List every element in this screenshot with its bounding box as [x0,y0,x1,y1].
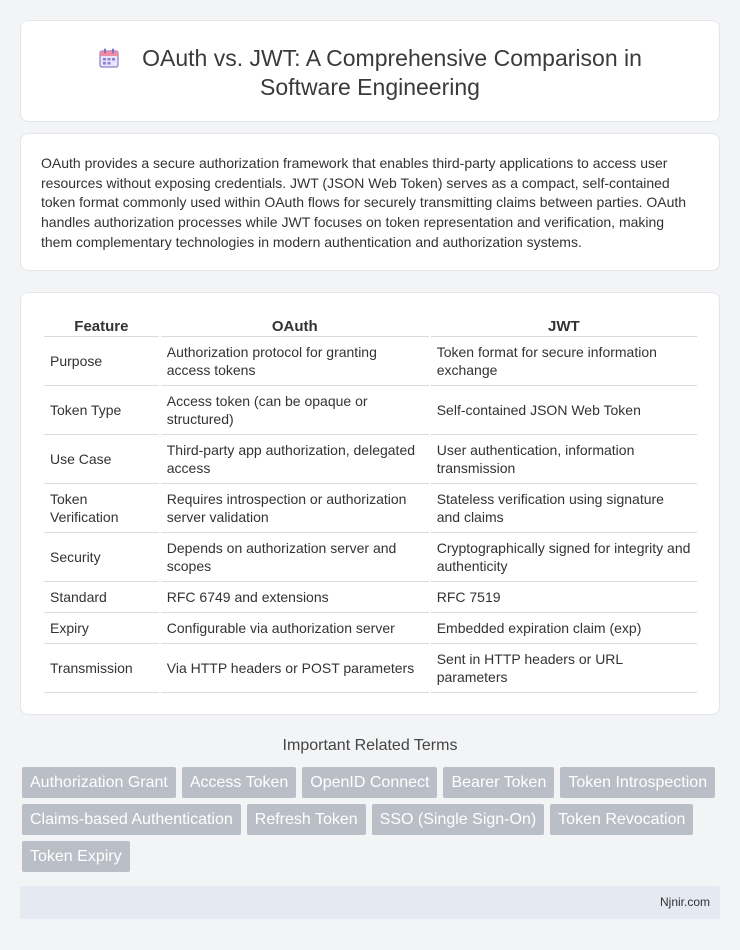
intro-card [20,133,720,271]
header-jwt: JWT [431,315,697,337]
tag-sso[interactable]: SSO (Single Sign-On) [372,804,545,835]
tag-row [22,841,722,872]
table-row [44,435,697,484]
tag-authorization-grant[interactable]: Authorization Grant [22,767,176,798]
table-row [44,582,697,613]
footer-site-link[interactable]: Njnir.com [659,895,710,909]
table-row [44,533,697,582]
feature-cell: Security [44,533,159,582]
title-card [20,20,720,122]
feature-cell: Token Type [44,386,159,435]
table-row [44,644,697,693]
tag-bearer-token[interactable]: Bearer Token [443,767,554,798]
jwt-cell: Cryptographically signed for integrity and authenticity [431,533,697,582]
related-terms-heading: Important Related Terms [282,737,458,754]
oauth-cell: Third-party app authorization, delegated access [161,435,429,484]
jwt-cell: Self-contained JSON Web Token [431,386,697,435]
table-row [44,613,697,644]
jwt-cell: User authentication, information transmission [431,435,697,484]
comparison-table-card [20,292,720,715]
oauth-cell: Requires introspection or authorization server validation [161,484,429,533]
jwt-cell: Token format for secure information exchange [431,337,697,386]
feature-cell: Use Case [44,435,159,484]
jwt-cell: Stateless verification using signature and claims [431,484,697,533]
related-terms-tags [22,767,722,878]
feature-cell: Standard [44,582,159,613]
tag-row [22,804,722,835]
tag-token-revocation[interactable]: Token Revocation [550,804,693,835]
jwt-cell: Sent in HTTP headers or URL parameters [431,644,697,693]
feature-cell: Token Verification [44,484,159,533]
comparison-table [42,315,699,693]
jwt-cell: Embedded expiration claim (exp) [431,613,697,644]
oauth-cell: Configurable via authorization server [161,613,429,644]
page-title-wrap [21,44,719,102]
tag-refresh-token[interactable]: Refresh Token [247,804,366,835]
tag-access-token[interactable]: Access Token [182,767,296,798]
tag-claims-based-authentication[interactable]: Claims-based Authentication [22,804,241,835]
header-feature: Feature [44,315,159,337]
tag-token-expiry[interactable]: Token Expiry [22,841,130,872]
footer [20,886,720,919]
jwt-cell: RFC 7519 [431,582,697,613]
oauth-cell: Depends on authorization server and scopes [161,533,429,582]
header-oauth: OAuth [161,315,429,337]
feature-cell: Expiry [44,613,159,644]
table-row [44,386,697,435]
tag-row [22,767,722,798]
feature-cell: Transmission [44,644,159,693]
table-row [44,337,697,386]
page-title: OAuth vs. JWT: A Comprehensive Comparison in Software Engineering [142,45,642,100]
tag-openid-connect[interactable]: OpenID Connect [302,767,437,798]
tag-token-introspection[interactable]: Token Introspection [560,767,715,798]
oauth-cell: Authorization protocol for granting access tokens [161,337,429,386]
calendar-icon [98,47,120,69]
table-row [44,484,697,533]
oauth-cell: RFC 6749 and extensions [161,582,429,613]
intro-paragraph: OAuth provides a secure authorization framework that enables third-party applications to access user resources without exposing credentials. JWT (JSON Web Token) serves as a compact, self-contained token format commonly used within OAuth flows for securely transmitting claims between parties. OAuth handles authorization processes while JWT focuses on token representation and verification, making them complementary technologies in modern authentication and authorization systems. [41,155,687,250]
table-header-row [44,315,697,337]
oauth-cell: Access token (can be opaque or structured) [161,386,429,435]
oauth-cell: Via HTTP headers or POST parameters [161,644,429,693]
feature-cell: Purpose [44,337,159,386]
